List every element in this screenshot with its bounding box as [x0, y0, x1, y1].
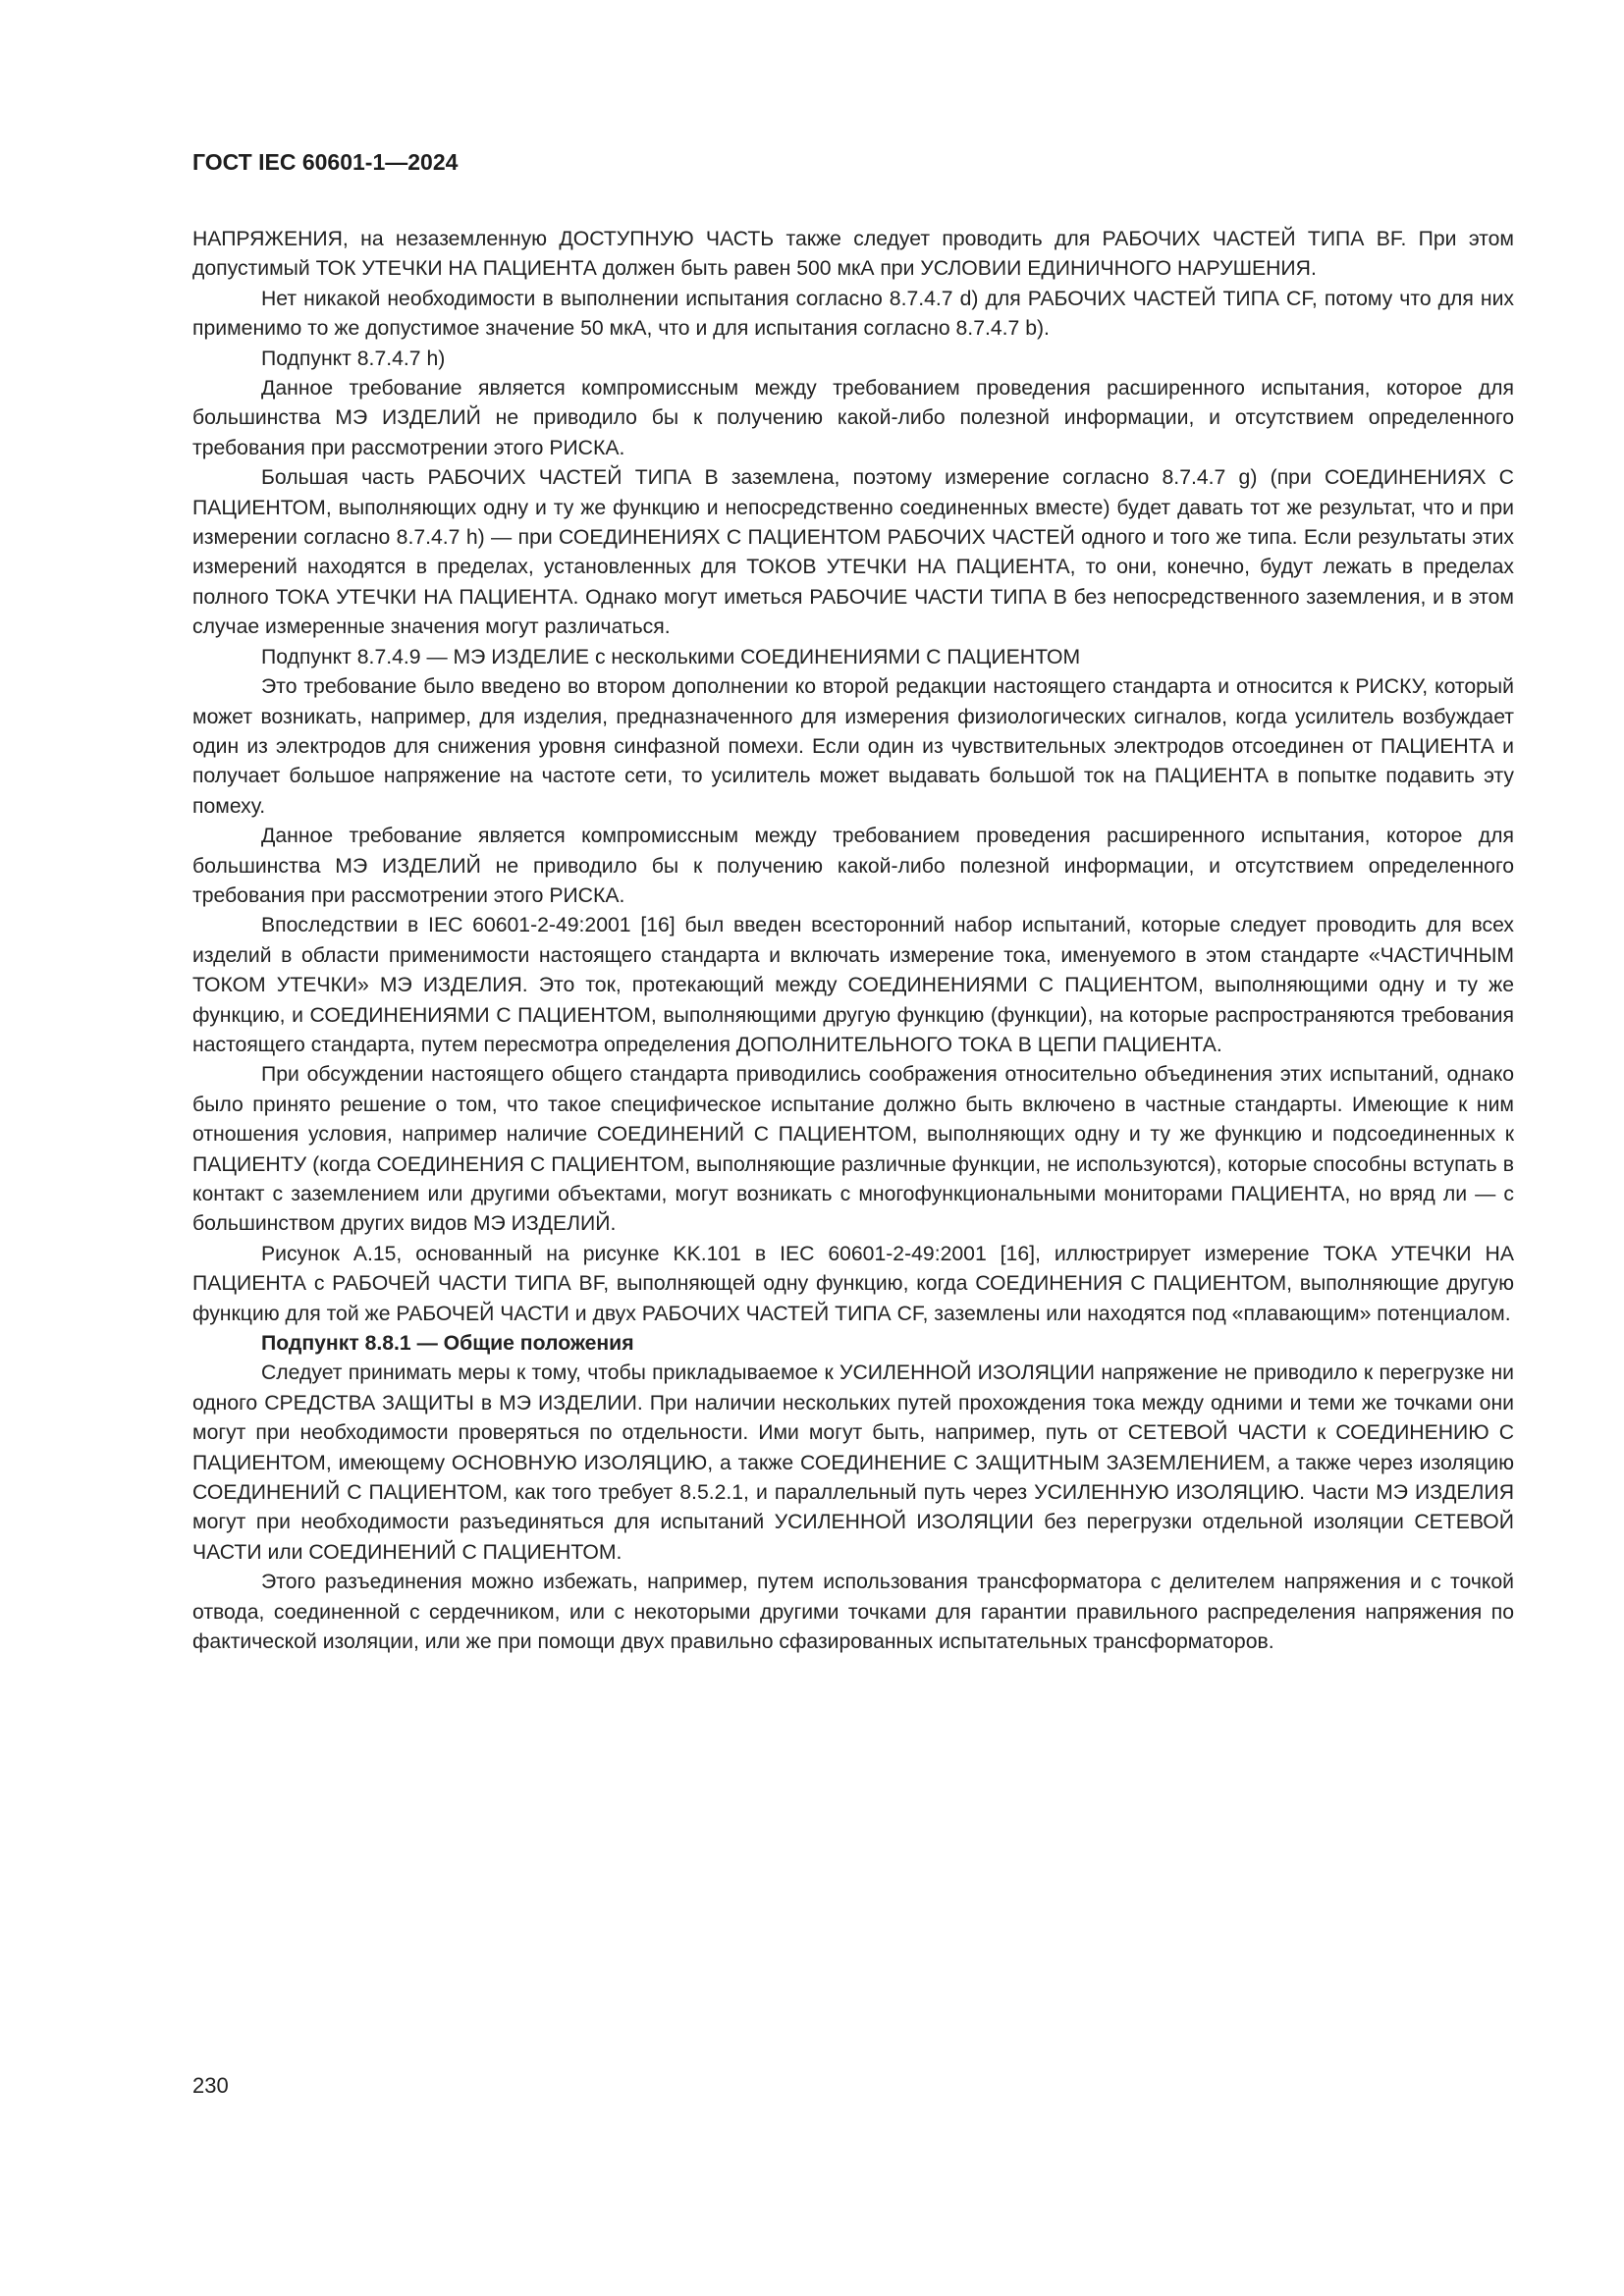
paragraph: Данное требование является компромиссным между требованием проведения расширенного испытания, которое для большинства МЭ ИЗДЕЛИЙ не приводило бы к получению какой-либо полезной информации, и отсутствием определенного требования при рассмотрении этого РИСКА. — [192, 825, 1514, 907]
subclause-heading: Подпункт 8.7.4.9 — МЭ ИЗДЕЛИЕ с несколькими СОЕДИНЕНИЯМИ С ПАЦИЕНТОМ — [261, 645, 1081, 668]
paragraph: Следует принимать меры к тому, чтобы прикладываемое к УСИЛЕННОЙ ИЗОЛЯЦИИ напряжение не приводило к перегрузке ни одного СРЕДСТВА ЗАЩИТЫ в МЭ ИЗДЕЛИИ. При наличии нескольких путей прохождения тока между одними и теми же точками они могут при необходимости проверяться по отдельности. Ими могут быть, например, путь от СЕТЕВОЙ ЧАСТИ к СОЕДИНЕНИЮ С ПАЦИЕНТОМ, имеющему ОСНОВНУЮ ИЗОЛЯЦИЮ, а также СОЕДИНЕНИЕ С ЗАЩИТНЫМ ЗАЗЕМЛЕНИЕМ, а также через изоляцию СОЕДИНЕНИЙ С ПАЦИЕНТОМ, как того требует 8.5.2.1, и параллельный путь через УСИЛЕННУЮ ИЗОЛЯЦИЮ. Части МЭ ИЗДЕЛИЯ могут при необходимости разъединяться для испытаний УСИЛЕННОЙ ИЗОЛЯЦИИ без перегрузки отдельной изоляции СЕТЕВОЙ ЧАСТИ или СОЕДИНЕНИЙ С ПАЦИЕНТОМ. — [192, 1362, 1514, 1564]
paragraph: НАПРЯЖЕНИЯ, на незаземленную ДОСТУПНУЮ ЧАСТЬ также следует проводить для РАБОЧИХ ЧАСТЕЙ ТИПА BF. При этом допустимый ТОК УТЕЧКИ НА ПАЦИЕНТА должен быть равен 500 мкА при УСЛОВИИ ЕДИНИЧНОГО НАРУШЕНИЯ. — [192, 228, 1514, 281]
paragraph: Большая часть РАБОЧИХ ЧАСТЕЙ ТИПА В заземлена, поэтому измерение согласно 8.7.4.7 g) (при СОЕДИНЕНИЯХ С ПАЦИЕНТОМ, выполняющих одну и ту же функцию и непосредственно соединенных вместе) будет давать тот же результат, что и при измерении согласно 8.7.4.7 h) — при СОЕДИНЕНИЯХ С ПАЦИЕНТОМ РАБОЧИХ ЧАСТЕЙ одного и того же типа. Если результаты этих измерений находятся в пределах, установленных для ТОКОВ УТЕЧКИ НА ПАЦИЕНТА, то они, конечно, будут лежать в пределах полного ТОКА УТЕЧКИ НА ПАЦИЕНТА. Однако могут иметься РАБОЧИЕ ЧАСТИ ТИПА В без непосредственного заземления, и в этом случае измеренные значения могут различаться. — [192, 466, 1514, 639]
paragraph: Это требование было введено во втором дополнении ко второй редакции настоящего стандарта и относится к РИСКУ, который может возникать, например, для изделия, предназначенного для измерения физиологических сигналов, когда усилитель возбуждает один из электродов для снижения уровня синфазной помехи. Если один из чувствительных электродов отсоединен от ПАЦИЕНТА и получает большое напряжение на частоте сети, то усилитель может выдавать большой ток на ПАЦИЕНТА в попытке подавить эту помеху. — [192, 675, 1514, 818]
paragraph: Рисунок А.15, основанный на рисунке KK.101 в IEC 60601-2-49:2001 [16], иллюстрирует измерение ТОКА УТЕЧКИ НА ПАЦИЕНТА с РАБОЧЕЙ ЧАСТИ ТИПА BF, выполняющей одну функцию, когда СОЕДИНЕНИЯ С ПАЦИЕНТОМ, выполняющие другую функцию для той же РАБОЧЕЙ ЧАСТИ и двух РАБОЧИХ ЧАСТЕЙ ТИПА CF, заземлены или находятся под «плавающим» потенциалом. — [192, 1242, 1514, 1325]
paragraph: Нет никакой необходимости в выполнении испытания согласно 8.7.4.7 d) для РАБОЧИХ ЧАСТЕЙ ТИПА CF, потому что для них применимо то же допустимое значение 50 мкА, что и для испытания согласно 8.7.4.7 b). — [192, 287, 1514, 341]
paragraph: Этого разъединения можно избежать, например, путем использования трансформатора с делителем напряжения и с точкой отвода, соединенной с сердечником, или с некоторыми другими точками для гарантии правильного распределения напряжения по фактической изоляции, или же при помощи двух правильно сфазированных испытательных трансформаторов. — [192, 1571, 1514, 1654]
paragraph: Данное требование является компромиссным между требованием проведения расширенного испытания, которое для большинства МЭ ИЗДЕЛИЙ не приводило бы к получению какой-либо полезной информации, и отсутствием определенного требования при рассмотрении этого РИСКА. — [192, 377, 1514, 459]
subclause-heading-bold: Подпункт 8.8.1 — Общие положения — [261, 1332, 634, 1356]
paragraph: Впоследствии в IEC 60601-2-49:2001 [16] был введен всесторонний набор испытаний, которые следует проводить для всех изделий в области применимости настоящего стандарта и включать измерение тока, именуемого в этом стандарте «ЧАСТИЧНЫМ ТОКОМ УТЕЧКИ» МЭ ИЗДЕЛИЯ. Это ток, протекающий между СОЕДИНЕНИЯМИ С ПАЦИЕНТОМ, выполняющими одну и ту же функцию, и СОЕДИНЕНИЯМИ С ПАЦИЕНТОМ, выполняющими другую функцию (функции), на которые распространяются требования настоящего стандарта, путем пересмотра определения ДОПОЛНИТЕЛЬНОГО ТОКА В ЦЕПИ ПАЦИЕНТА. — [192, 914, 1514, 1056]
body-text — [192, 225, 1514, 1658]
subclause-heading: Подпункт 8.7.4.7 h) — [261, 347, 446, 370]
standard-title: ГОСТ IEC 60601-1—2024 — [192, 149, 459, 175]
paragraph: При обсуждении настоящего общего стандарта приводились соображения относительно объединения этих испытаний, однако было принято решение о том, что такое специфическое испытание должно быть включено в частные стандарты. Имеющие к ним отношения условия, например наличие СОЕДИНЕНИЙ С ПАЦИЕНТОМ, выполняющих одну и ту же функцию и подсоединенных к ПАЦИЕНТУ (когда СОЕДИНЕНИЯ С ПАЦИЕНТОМ, выполняющие различные функции, не используются), которые способны вступать в контакт с заземлением или другими объектами, могут возникать с многофункциональными мониторами ПАЦИЕНТА, но вряд ли — с большинством других видов МЭ ИЗДЕЛИЙ. — [192, 1063, 1514, 1236]
page-number: 230 — [192, 2073, 229, 2098]
